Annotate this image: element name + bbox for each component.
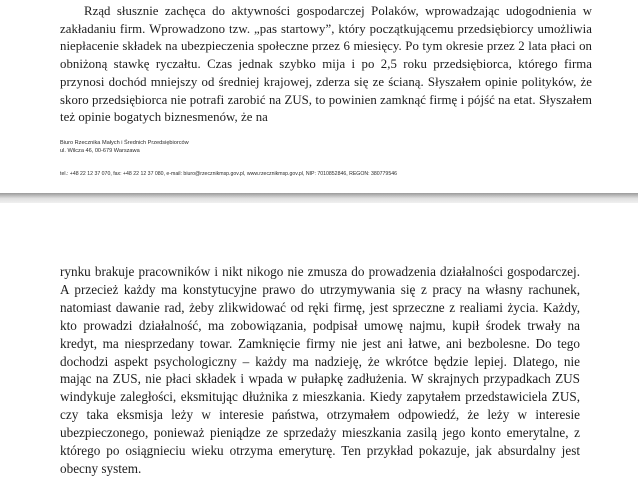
footer-address: ul. Wilcza 46, 00-679 Warszawa <box>60 147 140 154</box>
bottom-paragraph: rynku brakuje pracowników i nikt nikogo nie zmusza do prowadzenia działalności gospodarczej. A przecież każdy ma konstytucyjne prawo do utrzymywania się z pracy na własny rachunek, natomiast dawanie rad, żeby zlikwidować od ręki firmę, jest sprzeczne z realiami życia. Każdy, kto prowadzi działalność, ma zobowiązania, podpisał umowę najmu, kupił środek trwały na kredyt, ma niesprzedany towar. Zamknięcie firmy nie jest ani łatwe, ani bezbolesne. Do tego dochodzi aspekt psychologiczny – każdy ma nadzieję, że wkrótce będzie lepiej. Dlatego, nie mając na ZUS, nie płaci składek i wpada w pułapkę zadłużenia. W skrajnych przypadkach ZUS windykuje zaległości, eksmitując dłużnika z mieszkania. Kiedy zapytałem przedstawiciela ZUS, czy taka eksmisja leży w interesie państwa, otrzymałem odpowiedź, że leży w interesie ubezpieczonego, ponieważ pieniądze ze sprzedaży mieszkania zasilą jego konto emerytalne, z którego po osiągnieciu wieku otrzyma emeryturę. Ten przykład pokazuje, jak absurdalny jest obecny system. <box>60 264 580 476</box>
top-page-body <box>60 3 592 127</box>
letterhead-footer <box>60 140 560 155</box>
footer-org-name: Biuro Rzecznika Małych i Średnich Przedsiębiorców <box>60 140 189 146</box>
bottom-page-body <box>60 263 580 478</box>
top-paragraph: Rząd słusznie zachęca do aktywności gospodarczej Polaków, wprowadzając udogodnienia w zakładaniu firm. Wprowadzono tzw. „pas startowy”, który początkującemu przedsiębiorcy umożliwia niepłacenie składek na ubezpieczenia społeczne przez 6 miesięcy. Po tym okresie przez 2 lata płaci on obniżoną stawkę ryczałtu. Czas jednak szybko mija i po 2,5 roku przedsiębiorca, którego firma przynosi dochód mniejszy od średniej krajowej, zderza się ze ścianą. Słyszałem opinie polityków, że skoro przedsiębiorca nie potrafi zarobić na ZUS, to powinien zamknąć firmę i pójść na etat. Słyszałem też opinie bogatych biznesmenów, że na <box>60 4 592 125</box>
document-page-top <box>0 0 638 196</box>
document-page-bottom <box>0 203 638 479</box>
footer-contact-line: tel.: +48 22 12 37 070, fax: +48 22 12 37 080, e-mail: biuro@rzecznikmsp.gov.pl, www.rzecznikmsp.gov.pl, NIP: 7010852846, REGON: 380779546 <box>60 171 397 177</box>
